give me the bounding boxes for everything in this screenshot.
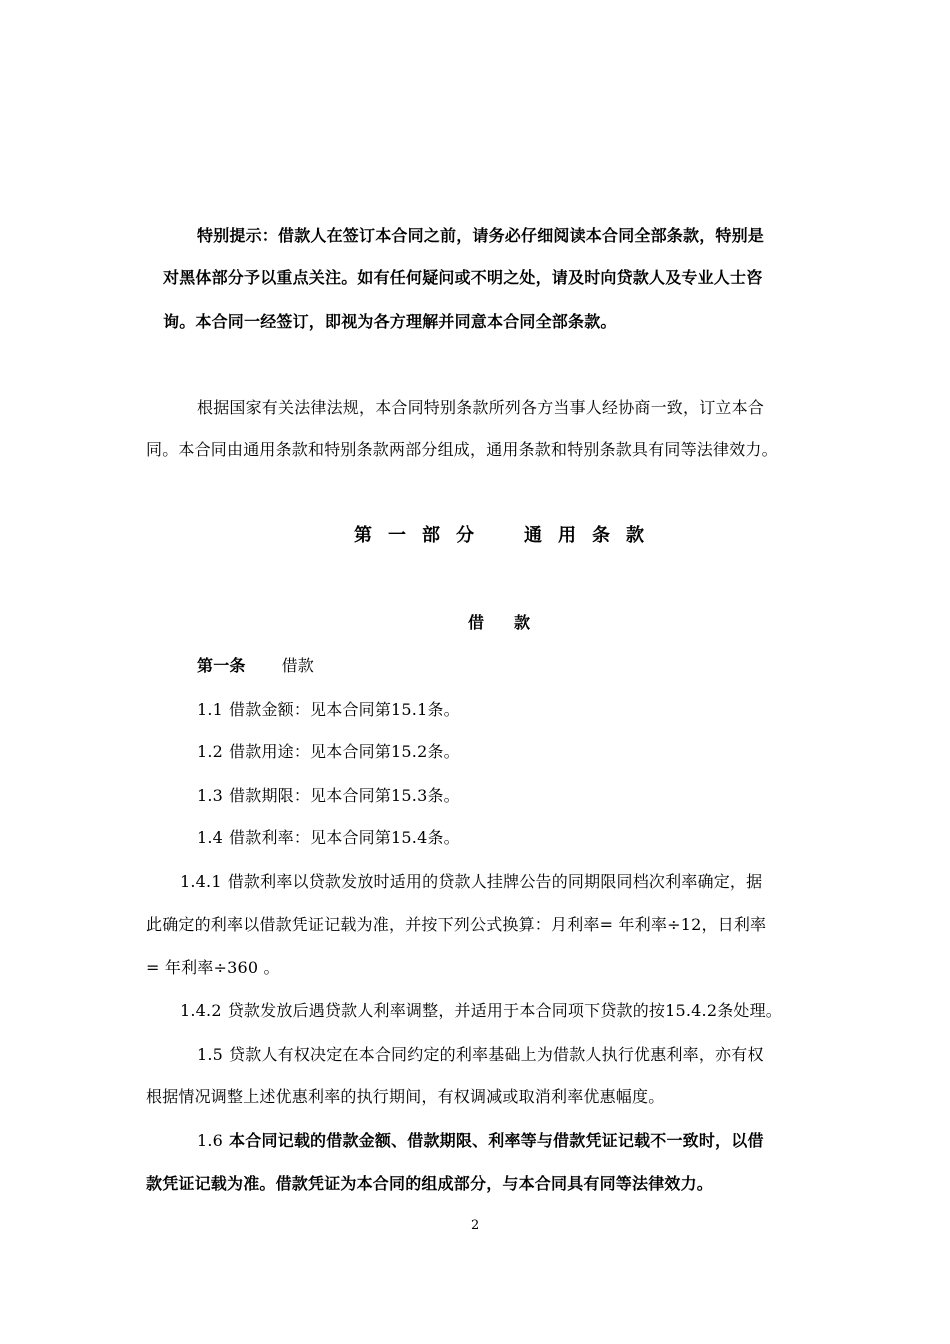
clause-1-3 [197,786,460,806]
clause-1-5-line-2: 根据情况调整上述优惠利率的执行期间，有权调减或取消利率优惠幅度。 [146,1087,665,1106]
clause-1-2-text: 借款用途：见本合同第15.2条。 [229,742,460,761]
article-1-heading [197,656,314,676]
clause-1-5-line-1 [197,1045,764,1065]
article-1-number: 第一条 [197,656,246,675]
clause-1-1-number: 1.1 [197,700,224,719]
clause-1-4-number: 1.4 [197,828,224,847]
intro-line-2: 同。本合同由通用条款和特别条款两部分组成，通用条款和特别条款具有同等法律效力。 [146,440,778,459]
clause-1-6-number: 1.6 [197,1131,224,1150]
part-title: 第一部分 通用条款 [354,525,660,546]
notice-line-1: 特别提示：借款人在签订本合同之前，请务必仔细阅读本合同全部条款，特别是 [197,226,765,245]
notice-line-2: 对黑体部分予以重点关注。如有任何疑问或不明之处，请及时向贷款人及专业人士咨 [163,268,763,287]
clause-1-6-line-1 [197,1131,764,1151]
clause-1-2-number: 1.2 [197,742,224,761]
clause-1-1 [197,700,460,720]
clause-1-4-text: 借款利率：见本合同第15.4条。 [229,828,460,847]
clause-1-2 [197,742,460,762]
clause-1-4 [197,828,460,848]
clause-1-4-1-text-1: 借款利率以贷款发放时适用的贷款人挂牌公告的同期限同档次利率确定，据 [227,872,763,891]
clause-1-5-number: 1.5 [197,1045,224,1064]
clause-1-4-2 [180,1001,782,1021]
intro-line-1: 根据国家有关法律法规，本合同特别条款所列各方当事人经协商一致，订立本合 [197,398,765,417]
clause-1-4-1-line-1 [180,872,762,892]
clause-1-5-text-1: 贷款人有权决定在本合同约定的利率基础上为借款人执行优惠利率，亦有权 [229,1045,764,1064]
clause-1-6-line-2: 款凭证记载为准。借款凭证为本合同的组成部分，与本合同具有同等法律效力。 [146,1174,714,1193]
clause-1-4-2-text: 贷款发放后遇贷款人利率调整，并适用于本合同项下贷款的按15.4.2条处理。 [227,1001,783,1020]
notice-line-3: 询。本合同一经签订，即视为各方理解并同意本合同全部条款。 [163,312,617,331]
clause-1-1-text: 借款金额：见本合同第15.1条。 [229,700,460,719]
section-title: 借款 [468,613,561,632]
page-number: 2 [471,1218,480,1233]
clause-1-4-1-number: 1.4.1 [180,872,222,891]
article-1-title: 借款 [281,656,315,675]
clause-1-3-number: 1.3 [197,786,224,805]
clause-1-4-2-number: 1.4.2 [180,1001,222,1020]
clause-1-3-text: 借款期限：见本合同第15.3条。 [229,786,460,805]
clause-1-4-1-line-2: 此确定的利率以借款凭证记载为准，并按下列公式换算：月利率= 年利率÷12，日利率 [146,915,767,934]
clause-1-4-1-line-3: = 年利率÷360 。 [146,958,280,977]
clause-1-6-text-1: 本合同记载的借款金额、借款期限、利率等与借款凭证记载不一致时，以借 [229,1131,764,1150]
